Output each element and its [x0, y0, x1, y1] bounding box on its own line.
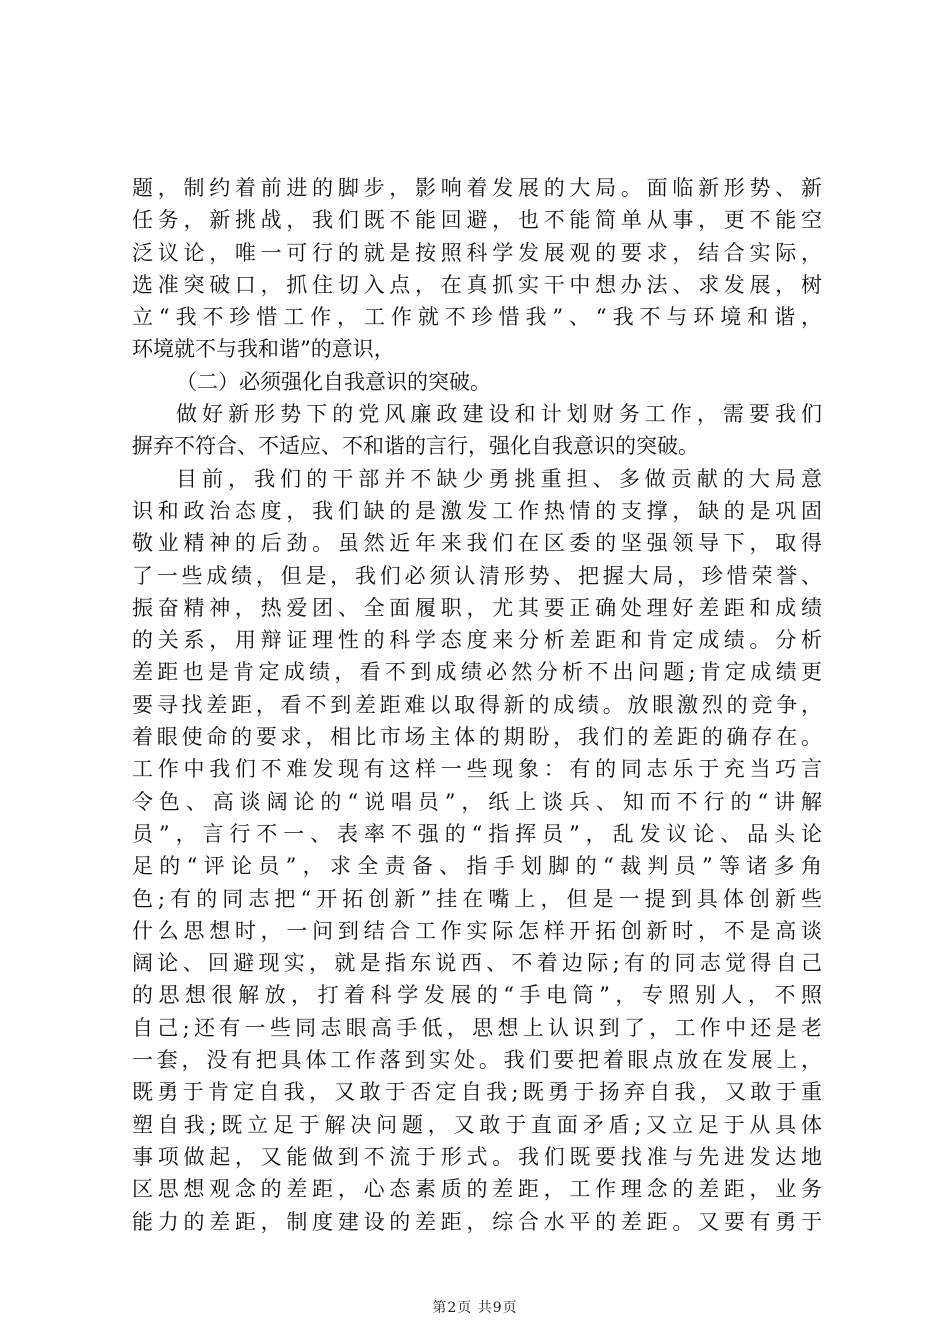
text-line: 立“我不珍惜工作，工作就不珍惜我”、“我不与环境和谐，	[132, 305, 822, 330]
text-line: 着眼使命的要求，相比市场主体的期盼，我们的差距的确存在。	[132, 725, 822, 750]
text-line: 能力的差距，制度建设的差距，综合水平的差距。又要有勇于	[132, 1209, 822, 1234]
text-line: 阔论、回避现实，就是指东说西、不着边际;有的同志觉得自己	[132, 951, 822, 976]
text-line: 题，制约着前进的脚步，影响着发展的大局。面临新形势、新	[132, 176, 822, 200]
body-text	[132, 172, 822, 1238]
text-line: 自己;还有一些同志眼高手低，思想上认识到了，工作中还是老	[132, 1015, 822, 1040]
text-line: 令色、高谈阔论的“说唱员”，纸上谈兵、知而不行的“讲解	[132, 789, 822, 814]
text-line: 环境就不与我和谐”的意识，	[132, 337, 395, 362]
text-line: 差距也是肯定成绩，看不到成绩必然分析不出问题;肯定成绩更	[132, 660, 822, 685]
text-line: 敬业精神的后劲。虽然近年来我们在区委的坚强领导下，取得	[132, 531, 822, 556]
text-line: 色;有的同志把“开拓创新”挂在嘴上，但是一提到具体创新些	[132, 886, 822, 911]
text-line: 识和政治态度，我们缺的是激发工作热情的支撑，缺的是巩固	[132, 498, 822, 523]
text-line: 泛议论，唯一可行的就是按照科学发展观的要求，结合实际，	[132, 240, 822, 265]
text-line: 摒弃不符合、不适应、不和谐的言行，强化自我意识的突破。	[132, 434, 699, 459]
text-line: 了一些成绩，但是，我们必须认清形势、把握大局，珍惜荣誉、	[132, 563, 822, 588]
text-line: 事项做起，又能做到不流于形式。我们既要找准与先进发达地	[132, 1144, 822, 1169]
text-line: 既勇于肯定自我，又敢于否定自我;既勇于扬弃自我，又敢于重	[132, 1080, 822, 1105]
text-line: 选准突破口，抓住切入点，在真抓实干中想办法、求发展，树	[132, 272, 822, 297]
text-line: 任务，新挑战，我们既不能回避，也不能简单从事，更不能空	[132, 208, 822, 233]
text-line: 塑自我;既立足于解决问题，又敢于直面矛盾;又立足于从具体	[132, 1112, 822, 1137]
text-line: 区思想观念的差距，心态素质的差距，工作理念的差距，业务	[132, 1177, 822, 1202]
text-line: 目前，我们的干部并不缺少勇挑重担、多做贡献的大局意	[176, 466, 822, 491]
page-footer: 第2页 共9页	[432, 1300, 518, 1316]
text-line: 要寻找差距，看不到差距难以取得新的成绩。放眼激烈的竞争，	[132, 692, 822, 717]
text-line: 的思想很解放，打着科学发展的“手电筒”，专照别人，不照	[132, 983, 822, 1008]
text-line: 做好新形势下的党风廉政建设和计划财务工作，需要我们	[176, 402, 822, 427]
text-line: 工作中我们不难发现有这样一些现象：有的同志乐于充当巧言	[132, 757, 822, 782]
text-line: 一套，没有把具体工作落到实处。我们要把着眼点放在发展上，	[132, 1048, 822, 1073]
text-line: 足的“评论员”，求全责备、指手划脚的“裁判员”等诸多角	[132, 854, 822, 879]
text-line: 的关系，用辩证理性的科学态度来分析差距和肯定成绩。分析	[132, 628, 822, 653]
text-line: 员”，言行不一、表率不强的“指挥员”，乱发议论、品头论	[132, 821, 822, 846]
text-line: （二）必须强化自我意识的突破。	[176, 369, 491, 394]
text-line: 什么思想时，一问到结合工作实际怎样开拓创新时，不是高谈	[132, 918, 822, 943]
text-line: 振奋精神，热爱团、全面履职，尤其要正确处理好差距和成绩	[132, 595, 822, 620]
